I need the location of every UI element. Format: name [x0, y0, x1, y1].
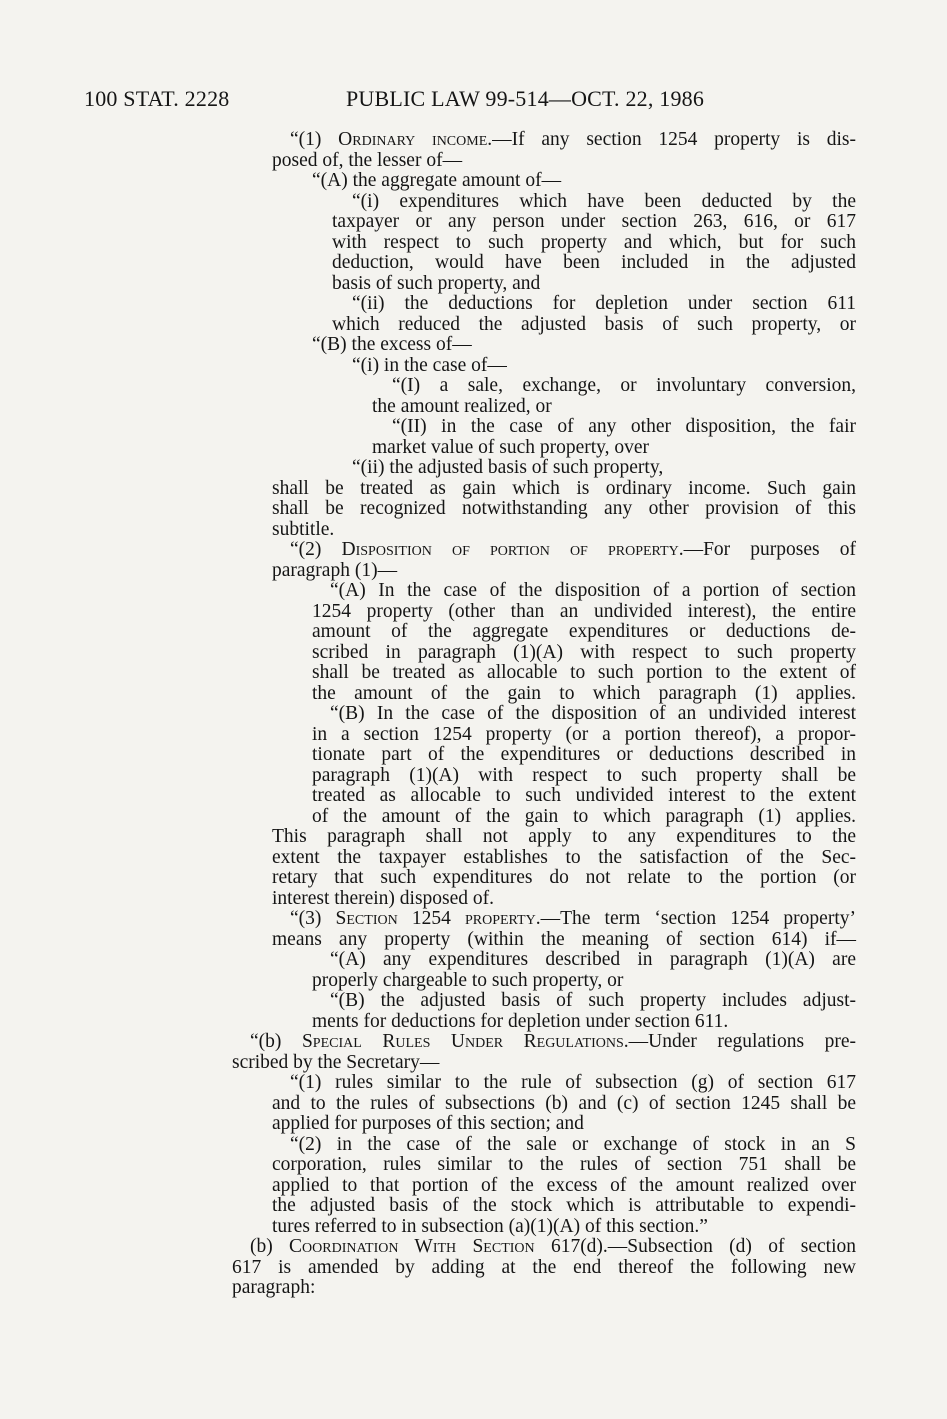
- text-line: “(A) In the case of the disposition of a portion of section: [330, 580, 856, 601]
- text-line: (b) Coordination With Section 617(d).—Subsection (d) of section: [250, 1236, 856, 1257]
- text-line: “(b) Special Rules Under Regulations.—Under regulations pre-: [250, 1031, 856, 1052]
- text-line: paragraph:: [232, 1277, 316, 1298]
- text-line: with respect to such property and which, but for such: [332, 231, 856, 253]
- text-line: treated as allocable to such undivided interest to the extent: [312, 785, 856, 806]
- text-line: means any property (within the meaning of section 614) if—: [272, 928, 856, 950]
- text-line: corporation, rules similar to the rules of section 751 shall be: [272, 1154, 856, 1175]
- text-line: tures referred to in subsection (a)(1)(A) of this section.”: [272, 1215, 708, 1237]
- text-line: “(1) Ordinary income.—If any section 1254 property is dis-: [290, 129, 856, 150]
- text-line: subtitle.: [272, 518, 335, 540]
- text-line: “(B) In the case of the disposition of an undivided interest: [330, 703, 856, 724]
- text-line: the amount of the gain to which paragraph (1) applies.: [312, 682, 856, 704]
- public-law-title: PUBLIC LAW 99-514—OCT. 22, 1986: [346, 86, 705, 111]
- text-line: and to the rules of subsections (b) and (c) of section 1245 shall be: [272, 1092, 856, 1114]
- text-line: “(B) the excess of—: [312, 334, 472, 355]
- text-line: This paragraph shall not apply to any expenditures to the: [272, 826, 856, 847]
- text-line: the adjusted basis of the stock which is attributable to expendi-: [272, 1195, 856, 1216]
- statute-page-number: 100 STAT. 2228: [84, 86, 230, 111]
- text-line: interest therein) disposed of.: [272, 887, 495, 909]
- text-line: taxpayer or any person under section 263, 616, or 617: [332, 211, 856, 232]
- text-line: “(i) expenditures which have been deducted by the: [352, 190, 856, 212]
- text-line: “(A) any expenditures described in paragraph (1)(A) are: [330, 949, 856, 970]
- text-line: “(B) the adjusted basis of such property includes adjust-: [330, 990, 856, 1011]
- text-line: shall be treated as gain which is ordinary income. Such gain: [272, 477, 856, 499]
- text-line: properly chargeable to such property, or: [312, 969, 624, 991]
- text-line: “(1) rules similar to the rule of subsection (g) of section 617: [290, 1072, 856, 1093]
- text-line: “(I) a sale, exchange, or involuntary conversion,: [392, 375, 856, 396]
- text-line: shall be treated as allocable to such portion to the extent of: [312, 662, 856, 683]
- text-line: 1254 property (other than an undivided interest), the entire: [312, 600, 856, 622]
- text-line: extent the taxpayer establishes to the satisfaction of the Sec-: [272, 846, 856, 868]
- text-line: the amount realized, or: [372, 395, 552, 417]
- text-line: 617 is amended by adding at the end thereof the following new: [232, 1256, 856, 1278]
- text-line: “(2) Disposition of portion of property.—For purposes of: [290, 539, 856, 560]
- text-line: “(ii) the adjusted basis of such property,: [352, 457, 664, 478]
- text-line: “(ii) the deductions for depletion under section 611: [352, 293, 856, 314]
- text-line: “(i) in the case of—: [352, 354, 507, 376]
- text-line: applied to that portion of the excess of the amount realized over: [272, 1174, 856, 1196]
- text-line: posed of, the lesser of—: [272, 149, 463, 171]
- text-line: retary that such expenditures do not relate to the portion (or: [272, 867, 856, 888]
- text-line: applied for purposes of this section; and: [272, 1113, 584, 1134]
- text-line: scribed in paragraph (1)(A) with respect to such property: [312, 641, 856, 663]
- text-line: paragraph (1)—: [272, 559, 398, 581]
- text-line: “(A) the aggregate amount of—: [312, 170, 562, 191]
- text-line: “(2) in the case of the sale or exchange of stock in an S: [290, 1133, 856, 1155]
- text-line: market value of such property, over: [372, 436, 650, 458]
- text-line: deduction, would have been included in the adjusted: [332, 252, 856, 273]
- text-line: “(3) Section 1254 property.—The term ‘section 1254 property’: [290, 908, 856, 929]
- text-line: in a section 1254 property (or a portion thereof), a propor-: [312, 723, 856, 745]
- text-line: tionate part of the expenditures or deductions described in: [312, 744, 856, 765]
- text-line: basis of such property, and: [332, 272, 541, 294]
- text-line: “(II) in the case of any other disposition, the fair: [392, 416, 856, 437]
- text-line: scribed by the Secretary—: [232, 1051, 440, 1073]
- text-line: ments for deductions for depletion under section 611.: [312, 1010, 729, 1032]
- text-line: shall be recognized notwithstanding any other provision of this: [272, 498, 856, 519]
- text-line: which reduced the adjusted basis of such property, or: [332, 313, 856, 335]
- text-line: paragraph (1)(A) with respect to such property shall be: [312, 764, 856, 786]
- text-line: of the amount of the gain to which paragraph (1) applies.: [312, 805, 856, 827]
- text-line: amount of the aggregate expenditures or deductions de-: [312, 621, 856, 642]
